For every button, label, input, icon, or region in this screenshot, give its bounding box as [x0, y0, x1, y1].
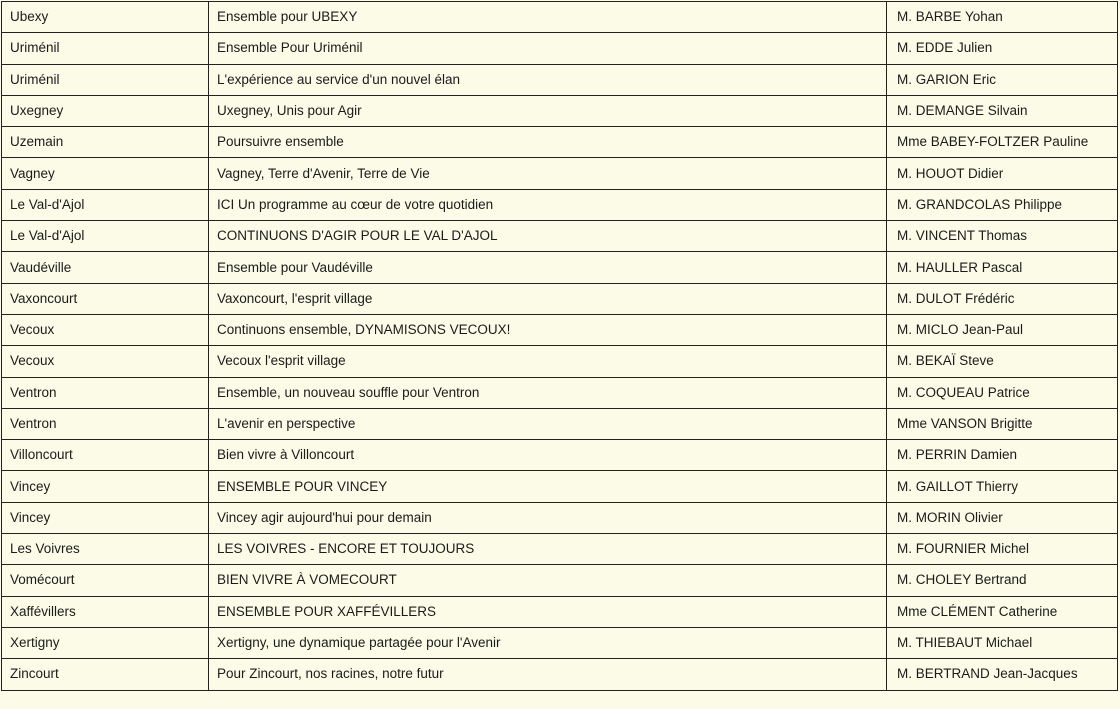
commune-cell: Vaudéville: [2, 252, 209, 283]
list-name-cell: Bien vivre à Villoncourt: [209, 440, 887, 471]
table-row: [2, 95, 1118, 126]
candidate-cell: M. BEKAÏ Steve: [887, 346, 1118, 377]
candidate-cell: M. HAULLER Pascal: [887, 252, 1118, 283]
table-row: [2, 502, 1118, 533]
candidate-cell: M. FOURNIER Michel: [887, 534, 1118, 565]
table-row: [2, 64, 1118, 95]
candidate-cell: M. CHOLEY Bertrand: [887, 565, 1118, 596]
list-name-cell: ENSEMBLE POUR XAFFÉVILLERS: [209, 596, 887, 627]
candidate-cell: M. HOUOT Didier: [887, 158, 1118, 189]
list-name-cell: Ensemble Pour Uriménil: [209, 33, 887, 64]
list-name-cell: Pour Zincourt, nos racines, notre futur: [209, 659, 887, 690]
table-row: [2, 346, 1118, 377]
candidate-cell: M. MICLO Jean-Paul: [887, 314, 1118, 345]
commune-cell: Villoncourt: [2, 440, 209, 471]
table-row: [2, 440, 1118, 471]
list-name-cell: ICI Un programme au cœur de votre quotidien: [209, 189, 887, 220]
list-name-cell: Vincey agir aujourd'hui pour demain: [209, 502, 887, 533]
commune-cell: Vaxoncourt: [2, 283, 209, 314]
table-row: [2, 408, 1118, 439]
commune-cell: Xertigny: [2, 627, 209, 658]
candidate-cell: M. EDDE Julien: [887, 33, 1118, 64]
candidate-cell: M. GRANDCOLAS Philippe: [887, 189, 1118, 220]
commune-cell: Ventron: [2, 408, 209, 439]
list-name-cell: L'avenir en perspective: [209, 408, 887, 439]
candidate-cell: M. DULOT Frédéric: [887, 283, 1118, 314]
table-row: [2, 314, 1118, 345]
table-row: [2, 33, 1118, 64]
table-row: [2, 534, 1118, 565]
list-name-cell: LES VOIVRES - ENCORE ET TOUJOURS: [209, 534, 887, 565]
list-name-cell: Vaxoncourt, l'esprit village: [209, 283, 887, 314]
list-name-cell: Vagney, Terre d'Avenir, Terre de Vie: [209, 158, 887, 189]
list-name-cell: Uxegney, Unis pour Agir: [209, 95, 887, 126]
table-row: [2, 377, 1118, 408]
candidate-cell: M. PERRIN Damien: [887, 440, 1118, 471]
candidate-cell: M. THIEBAUT Michael: [887, 627, 1118, 658]
commune-cell: Xaffévillers: [2, 596, 209, 627]
candidate-cell: M. GARION Eric: [887, 64, 1118, 95]
list-name-cell: Ensemble pour Vaudéville: [209, 252, 887, 283]
list-name-cell: Continuons ensemble, DYNAMISONS VECOUX!: [209, 314, 887, 345]
list-name-cell: Vecoux l'esprit village: [209, 346, 887, 377]
table-body: [2, 2, 1118, 691]
table-row: [2, 659, 1118, 690]
commune-cell: Vagney: [2, 158, 209, 189]
commune-cell: Les Voivres: [2, 534, 209, 565]
table-row: [2, 627, 1118, 658]
list-name-cell: BIEN VIVRE À VOMECOURT: [209, 565, 887, 596]
commune-cell: Uzemain: [2, 127, 209, 158]
candidate-cell: M. DEMANGE Silvain: [887, 95, 1118, 126]
table-row: [2, 565, 1118, 596]
table-row: [2, 221, 1118, 252]
list-name-cell: Poursuivre ensemble: [209, 127, 887, 158]
commune-cell: Vecoux: [2, 346, 209, 377]
commune-cell: Le Val-d'Ajol: [2, 189, 209, 220]
commune-cell: Le Val-d'Ajol: [2, 221, 209, 252]
table-row: [2, 189, 1118, 220]
commune-cell: Ventron: [2, 377, 209, 408]
commune-cell: Uriménil: [2, 33, 209, 64]
list-name-cell: L'expérience au service d'un nouvel élan: [209, 64, 887, 95]
candidate-lists-table: [1, 1, 1118, 691]
candidate-cell: M. VINCENT Thomas: [887, 221, 1118, 252]
list-name-cell: ENSEMBLE POUR VINCEY: [209, 471, 887, 502]
table-row: [2, 471, 1118, 502]
table-row: [2, 2, 1118, 33]
candidate-cell: M. MORIN Olivier: [887, 502, 1118, 533]
candidate-cell: M. BARBE Yohan: [887, 2, 1118, 33]
commune-cell: Uxegney: [2, 95, 209, 126]
table-row: [2, 127, 1118, 158]
table-row: [2, 252, 1118, 283]
candidate-cell: M. GAILLOT Thierry: [887, 471, 1118, 502]
commune-cell: Zincourt: [2, 659, 209, 690]
commune-cell: Vincey: [2, 502, 209, 533]
list-name-cell: Ensemble, un nouveau souffle pour Ventron: [209, 377, 887, 408]
list-name-cell: CONTINUONS D'AGIR POUR LE VAL D'AJOL: [209, 221, 887, 252]
table-row: [2, 158, 1118, 189]
commune-cell: Vincey: [2, 471, 209, 502]
list-name-cell: Xertigny, une dynamique partagée pour l'Avenir: [209, 627, 887, 658]
candidate-cell: Mme CLÉMENT Catherine: [887, 596, 1118, 627]
commune-cell: Vomécourt: [2, 565, 209, 596]
candidate-cell: Mme BABEY-FOLTZER Pauline: [887, 127, 1118, 158]
candidate-cell: M. COQUEAU Patrice: [887, 377, 1118, 408]
list-name-cell: Ensemble pour UBEXY: [209, 2, 887, 33]
table-row: [2, 596, 1118, 627]
commune-cell: Uriménil: [2, 64, 209, 95]
table-row: [2, 283, 1118, 314]
candidate-cell: Mme VANSON Brigitte: [887, 408, 1118, 439]
candidate-cell: M. BERTRAND Jean-Jacques: [887, 659, 1118, 690]
commune-cell: Vecoux: [2, 314, 209, 345]
commune-cell: Ubexy: [2, 2, 209, 33]
